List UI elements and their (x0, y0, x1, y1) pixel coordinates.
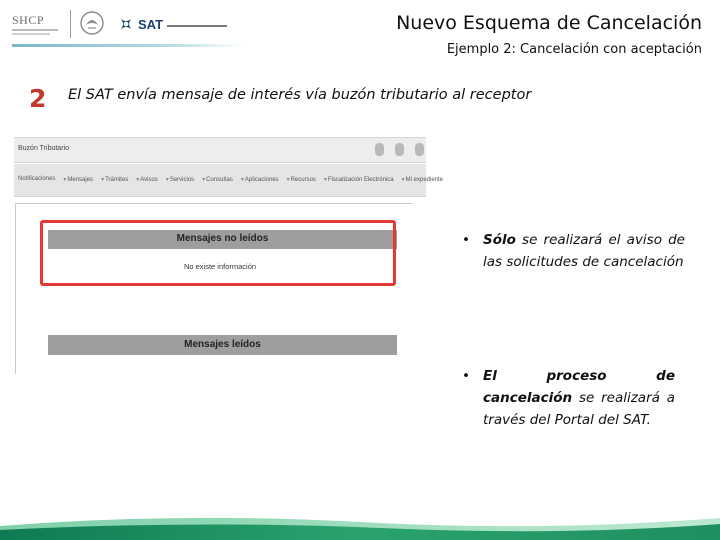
header-logos (12, 8, 227, 40)
nav-item-avisos[interactable]: ▾ Avisos (136, 176, 158, 183)
toolbar-icons (375, 143, 424, 156)
bullet-rest: se realizará el aviso de las solicitudes de cancelación (483, 232, 685, 270)
national-emblem-icon (79, 10, 105, 38)
sat-tagline-bar (167, 22, 227, 27)
screenshot-toolbar (14, 137, 426, 163)
nav-menu (18, 176, 443, 183)
unread-messages-label: Mensajes no leídos (176, 233, 269, 244)
buzon-tributario-screenshot (14, 137, 444, 371)
read-messages-header (48, 335, 397, 355)
bullet-bold: El proceso de cancelación (483, 368, 675, 406)
bullet-rest: se realizará a través del Portal del SAT. (483, 390, 675, 428)
nav-item-servicios[interactable]: ▾ Servicios (166, 176, 194, 183)
header-accent-line (12, 44, 242, 47)
nav-item-recursos[interactable]: ▾ Recursos (287, 176, 316, 183)
logo-divider (70, 10, 71, 38)
screenshot-nav-bar (14, 164, 444, 197)
bullet-dot: • (462, 368, 470, 384)
bullet-text (483, 229, 685, 273)
no-info-message: No existe información (183, 262, 257, 271)
nav-item-tramites[interactable]: ▾ Trámites (101, 176, 128, 183)
attachment-icon[interactable] (415, 143, 424, 156)
sat-logo (117, 15, 227, 33)
footer-band (0, 508, 720, 540)
nav-item-consultas[interactable]: ▾ Consultas (202, 176, 233, 183)
sat-x-icon (117, 15, 135, 33)
slide-title: Nuevo Esquema de Cancelación (396, 12, 702, 34)
bullet-bold: Sólo (483, 232, 516, 248)
step-description: El SAT envía mensaje de interés vía buzón tributario al receptor (68, 87, 532, 103)
nav-item-aplicaciones[interactable]: ▾ Aplicaciones (241, 176, 279, 183)
nav-item-notificaciones[interactable]: Notificaciones (18, 176, 56, 182)
step-number: 2 (29, 84, 47, 113)
read-messages-label: Mensajes leídos (184, 339, 261, 350)
sat-logo-text: SAT (138, 16, 164, 32)
nav-item-mensajes[interactable]: ▾ Mensajes (63, 176, 93, 183)
highlight-frame (40, 220, 396, 286)
shcp-logo-text: SHCP (12, 12, 45, 27)
screenshot-app-title: Buzón Tributario (18, 145, 69, 152)
bullet-text (483, 365, 675, 431)
bullet-dot: • (462, 232, 470, 248)
settings-icon[interactable] (395, 143, 404, 156)
shcp-logo (12, 10, 64, 38)
nav-item-fiscalizacion[interactable]: ▾ Fiscalización Electrónica (324, 176, 394, 183)
slide-subtitle: Ejemplo 2: Cancelación con aceptación (446, 42, 702, 57)
nav-item-mi-expediente[interactable]: ▾ Mi expediente (402, 176, 443, 183)
mail-icon[interactable] (375, 143, 384, 156)
